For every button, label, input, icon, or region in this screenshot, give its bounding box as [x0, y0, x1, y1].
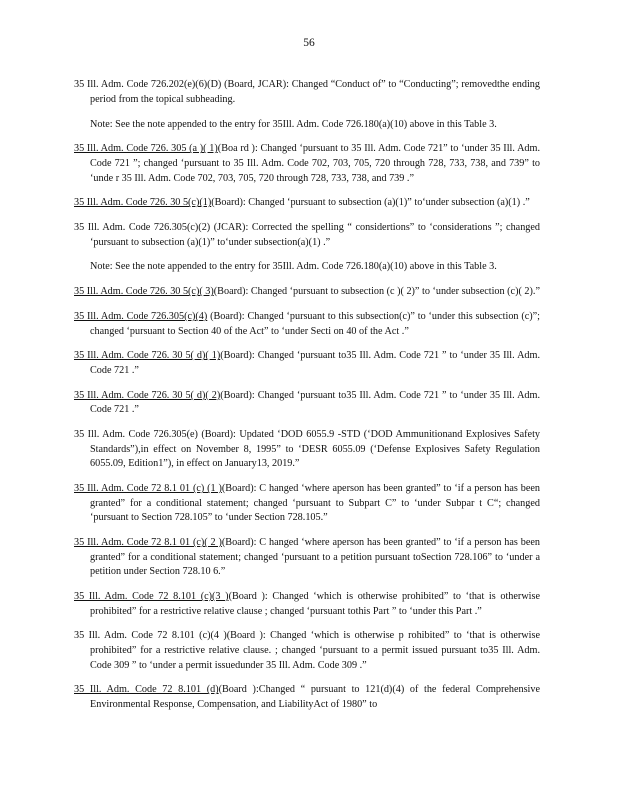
table-entry [74, 78, 540, 107]
entry-text: (Boa rd ): Changed ‘pursuant to 35 Ill. Adm. Code 721” to ‘under 35 Ill. Adm. Code 721 ”; changed ‘pursuant to 35 Ill. Adm. Code 702, 703, 705, 720 through 728, 733, 738, and 739” to ‘unde r 35 Ill. Adm. Code 702, 703, 705, 720 through 728, 733, 738, and 739 .” [90, 143, 540, 184]
entry-text: 35 Ill. Adm. Code 726.202(e)(6)(D) (Board, JCAR): Changed “Conduct of” to “Conducting”; removedthe ending period from the topical subheading. [74, 79, 540, 105]
entry-note: Note: See the note appended to the entry for 35Ill. Adm. Code 726.180(a)(10) above in this Table 3. [90, 261, 497, 273]
entry-text: (Board): Changed ‘pursuant to subsection (a)(1)” to‘under subsection (a)(1) .” [211, 197, 530, 209]
table-entry [74, 590, 540, 619]
table-entry [74, 285, 540, 300]
table-entry [74, 629, 540, 673]
entry-text: 35 Ill. Adm. Code 72 8.101 (c)(4 )(Board ): Changed ‘which is otherwise p rohibited” to ‘that is otherwise prohibited” for a restrictive relative clause. ; changed ‘pursuant to a permit issued pursuant to35 Ill. Adm. Code 309 ” to ‘under a permit issuedunder 35 Ill. Adm. Code 309 .” [74, 630, 540, 671]
entry-citation: 35 Ill. Adm. Code 726.305(c)(4) [74, 311, 208, 323]
entry-citation: 35 Ill. Adm. Code 72 8.101 (d) [74, 684, 219, 696]
document-body [74, 68, 540, 718]
table-entry [74, 142, 540, 186]
entry-citation: 35 Ill. Adm. Code 72 8.1 01 (c) (1 ) [74, 483, 222, 495]
entry-text: (Board): Changed ‘pursuant to35 Ill. Adm. Code 721 ” to ‘under 35 Ill. Adm. Code 721 .” [90, 389, 540, 416]
entry-citation: 35 Ill. Adm. Code 726. 30 5( d)( 2) [74, 389, 221, 401]
entry-citation: 35 Ill. Adm. Code 72 8.101 (c)(3 ) [74, 591, 229, 603]
entry-text: (Board): Changed ‘pursuant to this subsection(c)” to ‘under this subsection (c)”; changed ‘pursuant to Section 40 of the Act” to ‘under Secti on 40 of the Act .” [90, 311, 540, 337]
entry-text: (Board): C hanged ‘where aperson has been granted” to ‘if a person has been granted” for a conditional statement; changed ‘pursuant to a petition pursuant toSection 728.106” to ‘under a petition under Section 728.10 6.” [90, 537, 540, 578]
table-entry [74, 683, 540, 712]
entry-citation: 35 Ill. Adm. Code 726. 30 5(c)( 3) [74, 286, 214, 298]
table-entry [74, 428, 540, 472]
table-entry [74, 310, 540, 339]
entry-text: 35 Ill. Adm. Code 726.305(e) (Board): Updated ‘DOD 6055.9 -STD (‘DOD Ammunitionand Explosives Safety Standards”),in effect on November 8, 1995” to ‘DESR 6055.09 (‘Defense Explosives Safety Regulation 6055.09, Edition1”), in effect on January13, 2019.” [74, 429, 540, 470]
entry-citation: 35 Ill. Adm. Code 72 8.1 01 (c)( 2 ) [74, 537, 222, 549]
entry-text: (Board ):Changed “ pursuant to 121(d)(4) of the federal Comprehensive Environmental Response, Compensation, and LiabilityAct of 1980” to [90, 684, 540, 710]
entry-citation: 35 Ill. Adm. Code 726. 30 5(c)(1) [74, 197, 212, 209]
entry-text: (Board): Changed ‘pursuant to35 Ill. Adm. Code 721 ” to ‘under 35 Ill. Adm. Code 721 .” [90, 350, 540, 376]
entry-text: (Board): C hanged ‘where aperson has been granted” to ‘if a person has been granted” for a conditional statement; changed ‘pursuant to Subpart C” to ‘under Subpar t C“; changed ‘pursuant to Section 728.105” to ‘under Section 728.105.” [90, 483, 540, 524]
table-entry [74, 389, 540, 418]
table-entry [74, 536, 540, 580]
table-entry [74, 196, 540, 211]
entry-text: (Board ): Changed ‘which is otherwise prohibited” to ‘that is otherwise prohibited” for a restrictive relative clause ; changed ‘pursuant tothis Part ” to ‘under this Part .” [90, 591, 540, 617]
entry-text: (Board): Changed ‘pursuant to subsection (c )( 2)” to ‘under subsection (c)( 2).” [213, 286, 540, 298]
table-entry [74, 349, 540, 378]
entry-citation: 35 Ill. Adm. Code 726. 30 5( d)( 1) [74, 350, 221, 362]
entry-note: Note: See the note appended to the entry for 35Ill. Adm. Code 726.180(a)(10) above in this Table 3. [90, 118, 497, 130]
table-entry [74, 221, 540, 250]
page-number: 56 [303, 37, 315, 49]
table-entry [74, 482, 540, 526]
entry-citation: 35 Ill. Adm. Code 726. 305 (a )( 1) [74, 143, 218, 155]
entry-text: 35 Ill. Adm. Code 726.305(c)(2) (JCAR): Corrected the spelling “ considertions” to ‘considerations ”; changed ‘pursuant to subsection (a)(1)” to‘under subsection(a)(1) .” [74, 222, 540, 248]
